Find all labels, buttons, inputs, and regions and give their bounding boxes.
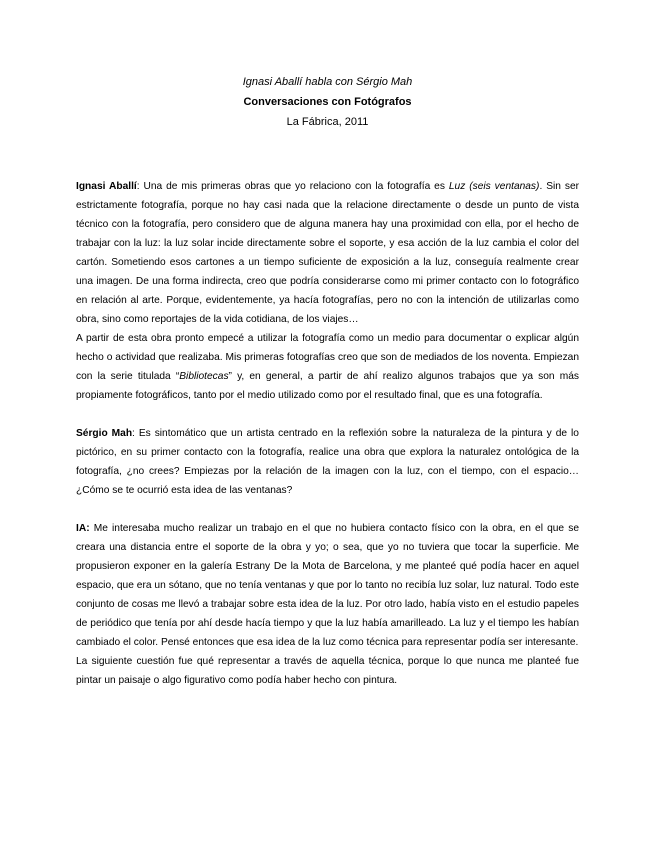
paragraph-5 [76, 652, 579, 690]
publisher-line: La Fábrica, 2011 [286, 116, 369, 128]
paragraph-1 [76, 177, 579, 329]
author-line: Ignasi Aballí habla con Sérgio Mah [242, 76, 413, 88]
document-header [76, 72, 579, 132]
paragraph-text: ” y, en general, a partir de ahí realizo algunos trabajos que ya son más propiamente fotográficos, tanto por el medio utilizado como por el resultado final, que es una fotografía. [76, 371, 579, 401]
paragraph-4 [76, 519, 579, 652]
paragraph-text: : Es sintomático que un artista centrado en la reflexión sobre la naturaleza de la pintura y de lo pictórico, en su primer contacto con la fotografía, realice una obra que explora la naturalez ontológica de la fotografía, ¿no crees? Empiezas por la relación de la imagen con la luz, con el tiempo, con el espacio… ¿Cómo se te ocurrió esta idea de las ventanas? [76, 428, 579, 496]
paragraph-text: Me interesaba mucho realizar un trabajo en el que no hubiera contacto físico con la obra, en el que se creara una distancia entre el soporte de la obra y yo; o sea, que yo no tuviera que tocar la superficie. Me propusieron exponer en la galería Estrany De la Mota de Barcelona, y me planteé qué podía hacer en aquel espacio, que era un sótano, que no tenía ventanas y que por lo tanto no recibía luz solar, luz natural. Todo este conjunto de cosas me llevó a trabajar sobre esta idea de la luz. Por otro lado, había visto en el estudio papeles de periódico que tenía por ahí desde hacía tiempo y que la luz había amarilleado. La luz y el tiempo les habían cambiado el color. Pensé entonces que esa idea de la luz como técnica para representar podía ser interesante. [76, 523, 579, 648]
speaker-name: Ignasi Aballí [76, 181, 137, 192]
book-title: Conversaciones con Fotógrafos [243, 96, 412, 108]
speaker-name: Sérgio Mah [76, 428, 133, 439]
paragraph-3 [76, 424, 579, 500]
paragraph-text: A partir de esta obra pronto empecé a utilizar la fotografía como un medio para documentar o explicar algún hecho o actividad que realizaba. Mis primeras fotografías creo que son de mediados de los noventa. Empiezan con la serie titulada “ [76, 333, 579, 382]
artwork-title: Luz (seis ventanas) [448, 181, 540, 192]
interview-body [76, 177, 579, 690]
paragraph-text: : Una de mis primeras obras que yo relaciono con la fotografía es [136, 181, 449, 192]
paragraph-text: La siguiente cuestión fue qué representar a través de aquella técnica, porque lo que nunca me planteé fue pintar un paisaje o algo figurativo como podía haber hecho con pintura. [76, 656, 579, 686]
paragraph-text: . Sin ser estrictamente fotografía, porque no hay casi nada que la relacione directamente o desde un punto de vista técnico con la fotografía, pero considero que de alguna manera hay una proximidad con ella, por el hecho de trabajar con la luz: la luz solar incide directamente sobre el soporte, y esa acción de la luz cambia el color del cartón. Sometiendo esos cartones a un tiempo suficiente de exposición a la luz, conseguía realmente crear una imagen. De una forma indirecta, creo que podría considerarse como mi primer contacto con lo fotográfico en relación al arte. Porque, evidentemente, ya hacía fotografías, pero no con la intención de utilizarlas como obra, sino como reportajes de la vida cotidiana, de los viajes… [76, 181, 580, 325]
series-title: Bibliotecas [179, 371, 229, 382]
paragraph-2 [76, 329, 579, 405]
speaker-name: IA: [76, 523, 90, 534]
